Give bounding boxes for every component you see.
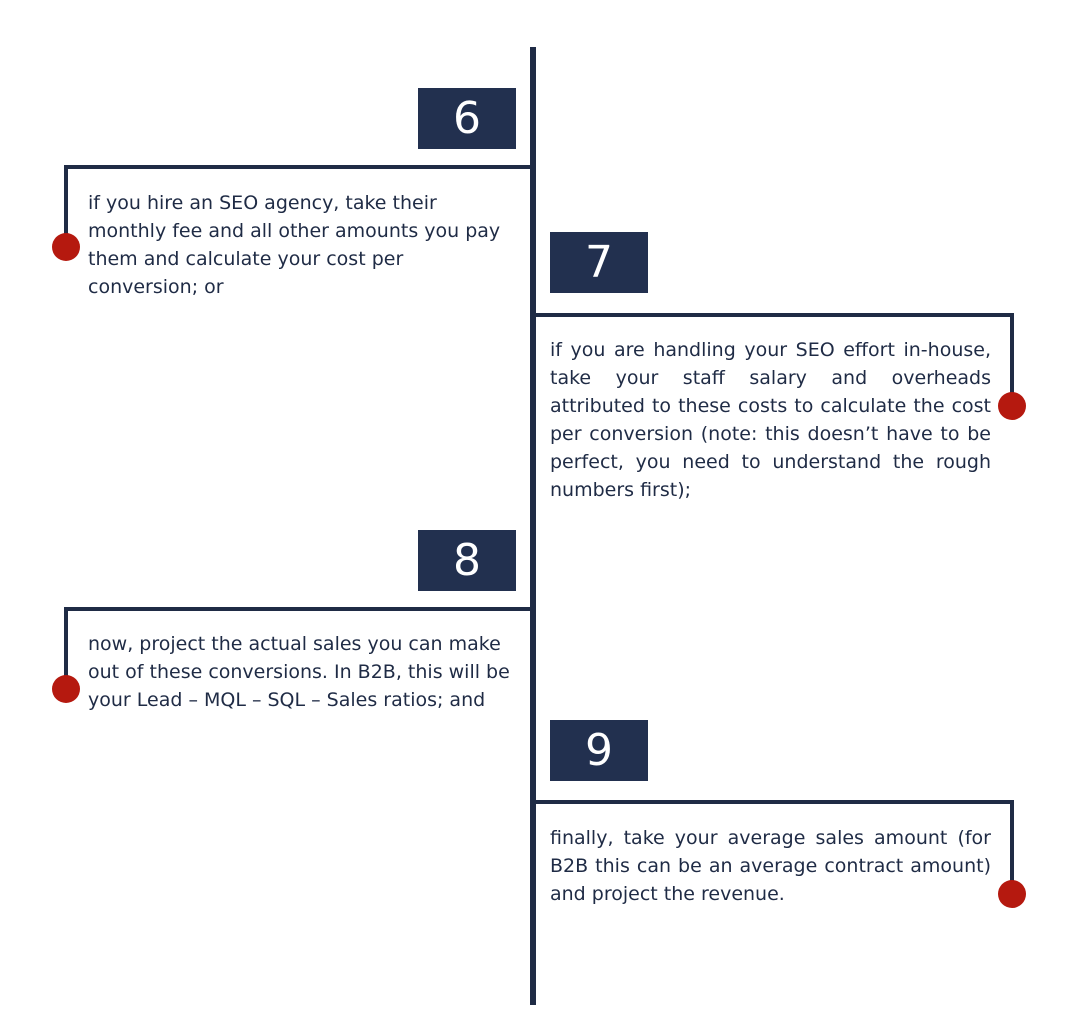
step-7-marker-dot [998,392,1026,420]
step-6-number-box: 6 [418,88,516,149]
step-8-description: now, project the actual sales you can make out of these conversions. In B2B, this will be your Lead – MQL – SQL – Sales ratios; and [88,633,510,711]
step-7-description: if you are handling your SEO effort in-house, take your staff salary and overheads attributed to these costs to calculate the cost per conversion (note: this doesn’t have to be perfect, you need to understand the rough numbers first); [550,339,991,501]
step-6-marker-dot [52,233,80,261]
step-9-marker-dot [998,880,1026,908]
timeline-axis [530,47,536,1005]
step-8-connector-horizontal [64,607,532,611]
step-8-marker-dot [52,675,80,703]
step-6-description: if you hire an SEO agency, take their monthly fee and all other amounts you pay them and calculate your cost per conversion; or [88,192,501,298]
step-9-number-box: 9 [550,720,648,781]
step-9-connector-horizontal [532,800,1014,804]
step-7-number-box: 7 [550,232,648,293]
step-6-connector-horizontal [64,165,532,169]
step-8-number-box: 8 [418,530,516,591]
step-7-connector-horizontal [532,313,1014,317]
step-9-description: finally, take your average sales amount (for B2B this can be an average contract amount) and project the revenue. [550,827,991,905]
